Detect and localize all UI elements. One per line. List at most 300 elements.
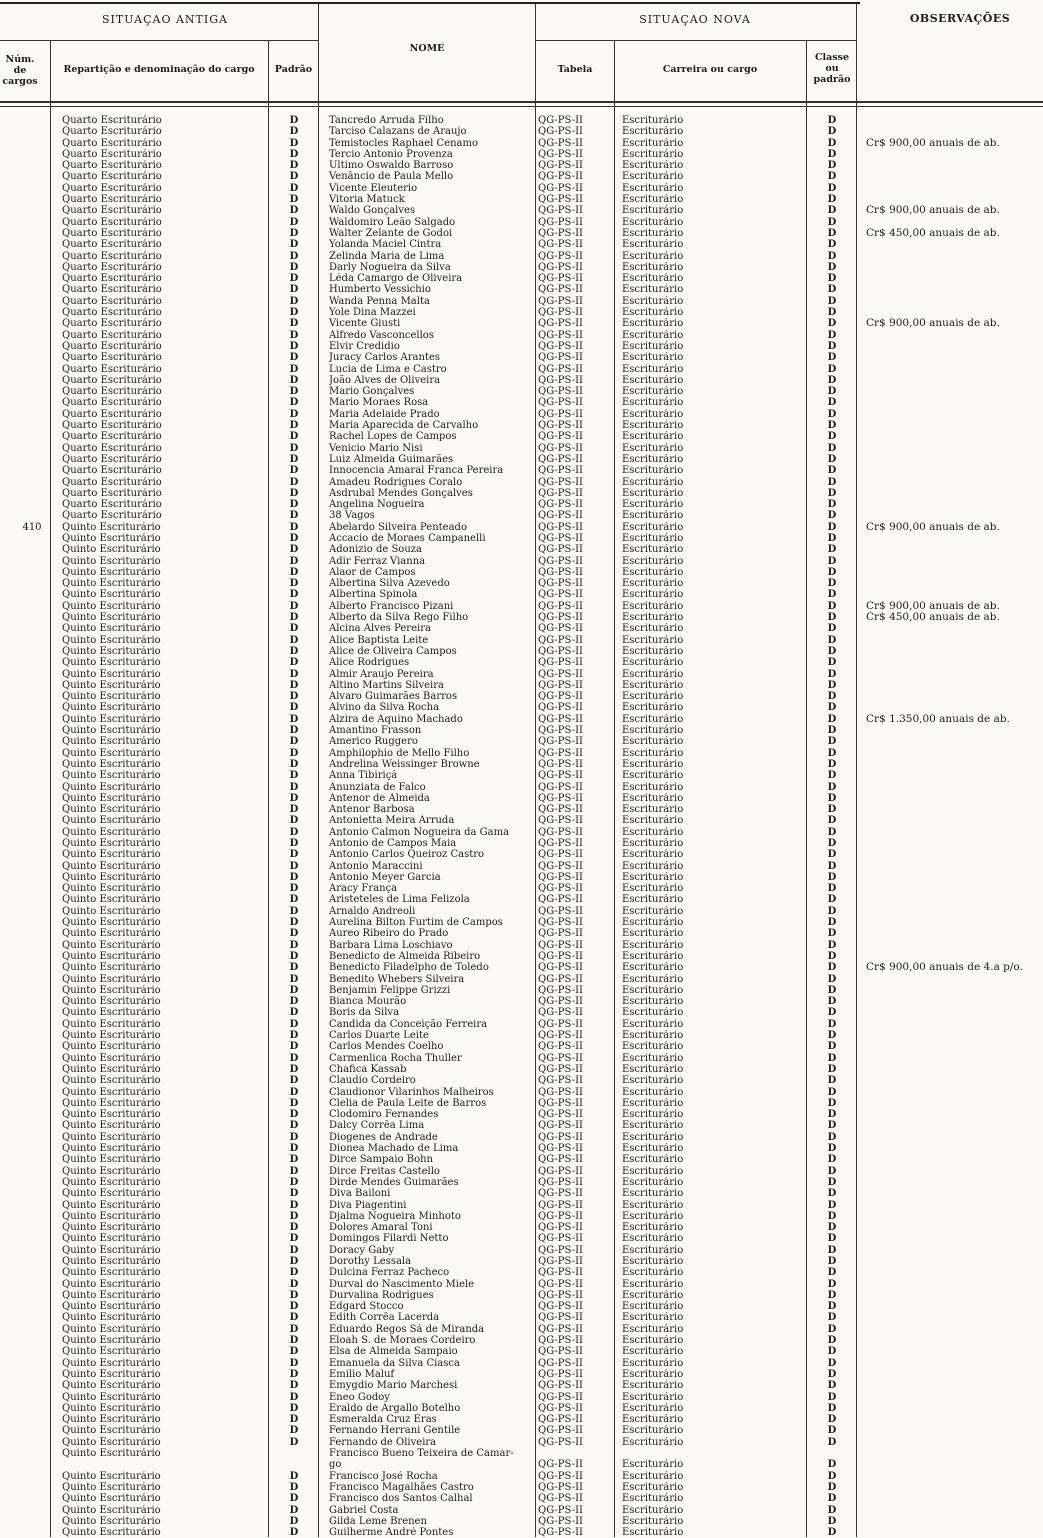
padrao-cell: D [289, 634, 299, 646]
cargo-cell: Quinto Escriturário [62, 1527, 161, 1538]
table-row [0, 1120, 1043, 1131]
tabela-cell: QG-PS-II [538, 273, 583, 285]
padrao-cell: D [289, 1312, 299, 1324]
table-row [0, 454, 1043, 465]
padrao-cell: D [289, 1470, 299, 1482]
nome-cell: Aureo Ribeiro do Prado [329, 928, 449, 940]
cargo-cell: Quinto Escriturário [62, 544, 161, 556]
nome-cell: Darly Nogueira da Silva [329, 261, 451, 273]
nome-cell: Bianca Mourão [329, 996, 407, 1008]
nome-cell: Dionea Machado de Lima [329, 1143, 459, 1155]
classe-cell: D [827, 126, 837, 138]
classe-cell: D [827, 939, 837, 951]
cargo-cell: Quinto Escriturário [62, 747, 161, 759]
cargo-cell: Quinto Escriturário [62, 939, 161, 951]
classe-cell: D [827, 318, 837, 330]
table-row [0, 872, 1043, 883]
table-row [0, 1041, 1043, 1052]
table-row [0, 962, 1043, 973]
nome-cell: Waldo Gonçalves [329, 205, 416, 217]
tabela-cell: QG-PS-II [538, 917, 583, 929]
tabela-cell: QG-PS-II [538, 792, 583, 804]
table-row [0, 974, 1043, 985]
cargo-cell: Quinto Escriturário [62, 1131, 161, 1143]
carreira-cell: Escriturário [622, 1267, 684, 1279]
cargo-cell: Quarto Escriturário [62, 126, 162, 138]
nome-cell: Carlos Duarte Leite [329, 1030, 429, 1042]
padrao-cell: D [289, 442, 299, 454]
classe-cell: D [827, 1425, 837, 1437]
classe-cell: D [827, 1527, 837, 1538]
tabela-cell: QG-PS-II [538, 566, 583, 578]
padrao-cell: D [289, 566, 299, 578]
carreira-cell: Escriturário [622, 736, 684, 748]
cargo-cell: Quarto Escriturário [62, 453, 162, 465]
table-row [0, 849, 1043, 860]
cargo-cell: Quinto Escriturário [62, 849, 161, 861]
classe-cell: D [827, 804, 837, 816]
nome-cell: Antenor Barbosa [329, 804, 415, 816]
carreira-cell: Escriturário [622, 1097, 684, 1109]
padrao-cell: D [289, 431, 299, 443]
classe-cell: D [827, 1481, 837, 1493]
tabela-cell: QG-PS-II [538, 645, 583, 657]
classe-cell: D [827, 1346, 837, 1358]
classe-cell: D [827, 578, 837, 590]
nome-cell: Candida da Conceição Ferreira [329, 1018, 488, 1030]
classe-cell: D [827, 1188, 837, 1200]
padrao-cell: D [289, 623, 299, 635]
table-row [0, 115, 1043, 126]
tabela-cell: QG-PS-II [538, 239, 583, 251]
nome-cell: Angelina Nogueira [329, 499, 425, 511]
tabela-cell: QG-PS-II [538, 216, 583, 228]
nome-cell: Diva Piagentini [329, 1199, 407, 1211]
classe-cell: D [827, 273, 837, 285]
tabela-cell: QG-PS-II [538, 1210, 583, 1222]
padrao-cell: D [289, 1335, 299, 1347]
tabela-cell: QG-PS-II [538, 307, 583, 319]
table-row [0, 1335, 1043, 1346]
tabela-cell: QG-PS-II [538, 657, 583, 669]
tabela-cell: QG-PS-II [538, 374, 583, 386]
table-row [0, 827, 1043, 838]
carreira-cell: Escriturário [622, 499, 684, 511]
classe-cell: D [827, 973, 837, 985]
cargo-cell: Quinto Escriturário [62, 1199, 161, 1211]
classe-cell: D [827, 1109, 837, 1121]
header-situacao-nova: SITUAÇAO NOVA [639, 13, 751, 26]
padrao-cell: D [289, 691, 299, 703]
table-row [0, 815, 1043, 826]
table-row [0, 917, 1043, 928]
cargo-cell: Quarto Escriturário [62, 318, 162, 330]
table-row [0, 657, 1043, 668]
padrao-cell: D [289, 838, 299, 849]
nome-cell: Luiz Almeida Guimarães [329, 453, 454, 465]
classe-cell: D [827, 408, 837, 420]
tabela-cell: QG-PS-II [538, 1527, 583, 1538]
classe-cell: D [827, 838, 837, 849]
table-row [0, 171, 1043, 182]
table-row [0, 883, 1043, 894]
padrao-cell: D [289, 702, 299, 714]
tabela-cell: QG-PS-II [538, 962, 583, 974]
carreira-cell: Escriturário [622, 657, 684, 669]
carreira-cell: Escriturário [622, 815, 684, 827]
cargo-cell: Quarto Escriturário [62, 216, 162, 228]
table-row [0, 499, 1043, 510]
nome-cell: Temistocles Raphael Cenamo [329, 137, 478, 149]
table-row [0, 251, 1043, 262]
table-row [0, 217, 1043, 228]
classe-cell: D [827, 645, 837, 657]
tabela-cell: QG-PS-II [538, 1470, 583, 1482]
classe-cell: D [827, 227, 837, 239]
nome-cell: Tancredo Arruda Filho [329, 115, 444, 126]
nome-cell: Vicente Eleuterio [329, 182, 418, 194]
tabela-cell: QG-PS-II [538, 1267, 583, 1279]
cargo-cell: Quinto Escriturário [62, 623, 161, 635]
table-row [0, 589, 1043, 600]
nome-cell: Juracy Carlos Arantes [329, 352, 441, 364]
nome-cell: Gabriel Costa [329, 1504, 399, 1516]
classe-cell: D [827, 182, 837, 194]
tabela-cell: QG-PS-II [538, 1402, 583, 1414]
classe-cell: D [827, 770, 837, 782]
nome-cell: 38 Vagos [329, 510, 375, 522]
carreira-cell: Escriturário [622, 408, 684, 420]
cargo-cell: Quinto Escriturário [62, 1143, 161, 1155]
padrao-cell: D [289, 1414, 299, 1426]
table-row [0, 488, 1043, 499]
cargo-cell: Quinto Escriturário [62, 1165, 161, 1177]
table-row [0, 1143, 1043, 1154]
tabela-cell: QG-PS-II [538, 1425, 583, 1437]
table-row [0, 1448, 1043, 1459]
classe-cell: D [827, 747, 837, 759]
carreira-cell: Escriturário [622, 984, 684, 996]
cargo-cell: Quarto Escriturário [62, 465, 162, 477]
tabela-cell: QG-PS-II [538, 1278, 583, 1290]
table-row [0, 1087, 1043, 1098]
classe-cell: D [827, 917, 837, 929]
cargo-cell: Quarto Escriturário [62, 386, 162, 398]
cargo-cell: Quinto Escriturário [62, 736, 161, 748]
nome-cell: Maria Aparecida de Carvalho [329, 420, 479, 432]
nome-cell: Albertina Silva Azevedo [329, 578, 450, 590]
carreira-cell: Escriturário [622, 1481, 684, 1493]
classe-cell: D [827, 1380, 837, 1392]
table-row [0, 996, 1043, 1007]
nome-cell: Alberto da Silva Rego Filho [329, 612, 469, 624]
carreira-cell: Escriturário [622, 758, 684, 770]
tabela-cell: QG-PS-II [538, 250, 583, 262]
classe-cell: D [827, 1267, 837, 1279]
table-row [0, 352, 1043, 363]
table-row [0, 759, 1043, 770]
table-row [0, 1312, 1043, 1323]
carreira-cell: Escriturário [622, 917, 684, 929]
tabela-cell: QG-PS-II [538, 1199, 583, 1211]
carreira-cell: Escriturário [622, 826, 684, 838]
cargo-cell: Quarto Escriturário [62, 284, 162, 296]
tabela-cell: QG-PS-II [538, 442, 583, 454]
carreira-cell: Escriturário [622, 307, 684, 319]
cargo-cell: Quinto Escriturário [62, 905, 161, 917]
tabela-cell: QG-PS-II [538, 1143, 583, 1155]
classe-cell: D [827, 679, 837, 691]
table-row [0, 906, 1043, 917]
padrao-cell: D [289, 815, 299, 827]
header-nome: NOME [409, 43, 445, 54]
tabela-cell: QG-PS-II [538, 1018, 583, 1030]
cargo-cell: Quinto Escriturário [62, 1018, 161, 1030]
padrao-cell: D [289, 1391, 299, 1403]
padrao-cell: D [289, 950, 299, 962]
padrao-cell: D [289, 1527, 299, 1538]
tabela-cell: QG-PS-II [538, 194, 583, 206]
nome-cell: Dulcina Ferraz Pacheco [329, 1267, 450, 1279]
padrao-cell: D [289, 871, 299, 883]
tabela-cell: QG-PS-II [538, 363, 583, 375]
tabela-cell: QG-PS-II [538, 1380, 583, 1392]
carreira-cell: Escriturário [622, 950, 684, 962]
carreira-cell: Escriturário [622, 1493, 684, 1505]
classe-cell: D [827, 555, 837, 567]
padrao-cell: D [289, 1131, 299, 1143]
tabela-cell: QG-PS-II [538, 1109, 583, 1121]
tabela-cell: QG-PS-II [538, 815, 583, 827]
nome-cell: Francisco dos Santos Calhal [329, 1493, 473, 1505]
classe-cell: D [827, 1357, 837, 1369]
cargo-cell: Quinto Escriturário [62, 1210, 161, 1222]
carreira-cell: Escriturário [622, 465, 684, 477]
tabela-cell: QG-PS-II [538, 871, 583, 883]
classe-cell: D [827, 544, 837, 556]
carreira-cell: Escriturário [622, 702, 684, 714]
padrao-cell: D [289, 612, 299, 624]
table-row [0, 635, 1043, 646]
cargo-cell: Quinto Escriturário [62, 1504, 161, 1516]
carreira-cell: Escriturário [622, 691, 684, 703]
cargo-cell: Quinto Escriturário [62, 668, 161, 680]
carreira-cell: Escriturário [622, 1041, 684, 1053]
carreira-cell: Escriturário [622, 182, 684, 194]
cargo-cell: Quinto Escriturário [62, 781, 161, 793]
nome-cell: Accacio de Moraes Campanelli [329, 532, 486, 544]
padrao-cell: D [289, 1075, 299, 1087]
table-row [0, 1267, 1043, 1278]
observacao-cell: Cr$ 450,00 anuais de ab. [866, 227, 1000, 239]
cargo-cell: Quinto Escriturário [62, 826, 161, 838]
tabela-cell: QG-PS-II [538, 420, 583, 432]
cargo-cell: Quinto Escriturário [62, 1323, 161, 1335]
classe-cell: D [827, 702, 837, 714]
carreira-cell: Escriturário [622, 1425, 684, 1437]
padrao-cell: D [289, 883, 299, 895]
table-row [0, 205, 1043, 216]
observacao-cell: Cr$ 900,00 anuais de 4.a p/o. [866, 962, 1023, 974]
classe-cell: D [827, 1515, 837, 1527]
carreira-cell: Escriturário [622, 1030, 684, 1042]
tabela-cell: QG-PS-II [538, 702, 583, 714]
padrao-cell: D [289, 137, 299, 149]
header-rule [535, 40, 856, 41]
cargo-cell: Quarto Escriturário [62, 363, 162, 375]
classe-cell: D [827, 713, 837, 725]
nome-cell: Emygdio Mario Marchesi [329, 1380, 458, 1392]
cargo-cell: Quarto Escriturário [62, 239, 162, 251]
table-row [0, 1064, 1043, 1075]
padrao-cell: D [289, 239, 299, 251]
tabela-cell: QG-PS-II [538, 1255, 583, 1267]
tabela-cell: QG-PS-II [538, 713, 583, 725]
cargo-cell: Quarto Escriturário [62, 227, 162, 239]
carreira-cell: Escriturário [622, 770, 684, 782]
padrao-cell: D [289, 1086, 299, 1098]
classe-cell: D [827, 1007, 837, 1019]
table-row [0, 1505, 1043, 1516]
cargo-cell: Quarto Escriturário [62, 374, 162, 386]
classe-cell: D [827, 307, 837, 319]
classe-cell: D [827, 284, 837, 296]
padrao-cell: D [289, 1222, 299, 1234]
tabela-cell: QG-PS-II [538, 465, 583, 477]
tabela-cell: QG-PS-II [538, 1436, 583, 1448]
carreira-cell: Escriturário [622, 1459, 684, 1471]
carreira-cell: Escriturário [622, 374, 684, 386]
carreira-cell: Escriturário [622, 1165, 684, 1177]
carreira-cell: Escriturário [622, 250, 684, 262]
table-row [0, 691, 1043, 702]
cargo-cell: Quinto Escriturário [62, 860, 161, 872]
table-row [0, 397, 1043, 408]
carreira-cell: Escriturário [622, 1335, 684, 1347]
cargo-cell: Quinto Escriturário [62, 600, 161, 612]
padrao-cell: D [289, 216, 299, 228]
padrao-cell: D [289, 476, 299, 488]
tabela-cell: QG-PS-II [538, 284, 583, 296]
nome-cell: Fernando de Oliveira [329, 1436, 437, 1448]
cargo-cell: Quinto Escriturário [62, 1222, 161, 1234]
tabela-cell: QG-PS-II [538, 725, 583, 737]
padrao-cell: D [289, 657, 299, 669]
classe-cell: D [827, 216, 837, 228]
nome-cell: Asdrubal Mendes Gonçalves [329, 487, 473, 499]
cargo-cell: Quinto Escriturário [62, 679, 161, 691]
cargo-cell: Quinto Escriturário [62, 532, 161, 544]
cargo-cell: Quarto Escriturário [62, 160, 162, 172]
classe-cell: D [827, 1063, 837, 1075]
padrao-cell: D [289, 1097, 299, 1109]
padrao-cell: D [289, 273, 299, 285]
cargo-cell: Quinto Escriturário [62, 1402, 161, 1414]
table-row [0, 804, 1043, 815]
nome-cell: Antenor de Almeida [329, 792, 430, 804]
classe-cell: D [827, 1030, 837, 1042]
carreira-cell: Escriturário [622, 612, 684, 624]
nome-cell: Clodomiro Fernandes [329, 1109, 439, 1121]
carreira-cell: Escriturário [622, 397, 684, 409]
cargo-cell: Quinto Escriturário [62, 996, 161, 1008]
nome-cell: Andrelina Weissinger Browne [329, 758, 480, 770]
table-row [0, 544, 1043, 555]
carreira-cell: Escriturário [622, 261, 684, 273]
nome-cell: Americo Ruggero [329, 736, 418, 748]
cargo-cell: Quinto Escriturário [62, 702, 161, 714]
carreira-cell: Escriturário [622, 363, 684, 375]
padrao-cell: D [289, 453, 299, 465]
classe-cell: D [827, 815, 837, 827]
cargo-cell: Quarto Escriturário [62, 340, 162, 352]
table-row [0, 748, 1043, 759]
classe-cell: D [827, 1086, 837, 1098]
cargo-cell: Quinto Escriturário [62, 1154, 161, 1166]
carreira-cell: Escriturário [622, 713, 684, 725]
tabela-cell: QG-PS-II [538, 453, 583, 465]
carreira-cell: Escriturário [622, 1143, 684, 1155]
nome-cell: Dalcy Corrêa Lima [329, 1120, 425, 1132]
classe-cell: D [827, 984, 837, 996]
classe-cell: D [827, 1459, 837, 1471]
cargo-cell: Quinto Escriturário [62, 928, 161, 940]
padrao-cell: D [289, 544, 299, 556]
carreira-cell: Escriturário [622, 329, 684, 341]
cargo-cell: Quarto Escriturário [62, 273, 162, 285]
nome-cell: Almir Araujo Pereira [329, 668, 434, 680]
carreira-cell: Escriturário [622, 1086, 684, 1098]
table-row [0, 341, 1043, 352]
cargo-cell: Quinto Escriturário [62, 1346, 161, 1358]
nome-cell: Mario Moraes Rosa [329, 397, 429, 409]
carreira-cell: Escriturário [622, 589, 684, 601]
carreira-cell: Escriturário [622, 781, 684, 793]
nome-cell: Alvaro Guimarães Barros [329, 691, 458, 703]
classe-cell: D [827, 295, 837, 307]
nome-cell: Antonietta Meira Arruda [329, 815, 455, 827]
nome-cell: Amphilophio de Mello Filho [329, 747, 470, 759]
tabela-cell: QG-PS-II [538, 1515, 583, 1527]
carreira-cell: Escriturário [622, 1222, 684, 1234]
nome-cell: Vitoria Matuck [329, 194, 405, 206]
nome-cell: Amantino Frasson [329, 725, 422, 737]
tabela-cell: QG-PS-II [538, 1097, 583, 1109]
carreira-cell: Escriturário [622, 431, 684, 443]
carreira-cell: Escriturário [622, 1052, 684, 1064]
classe-cell: D [827, 1289, 837, 1301]
classe-cell: D [827, 1097, 837, 1109]
tabela-cell: QG-PS-II [538, 329, 583, 341]
header-reparticao: Repartição e denominação do cargo [63, 64, 255, 75]
cargo-cell: Quarto Escriturário [62, 329, 162, 341]
carreira-cell: Escriturário [622, 849, 684, 861]
classe-cell: D [827, 250, 837, 262]
nome-cell: Edgard Stocco [329, 1301, 404, 1313]
nome-cell: Aristeteles de Lima Felizola [329, 894, 470, 906]
nome-cell: Guilherme André Pontes [329, 1527, 454, 1538]
tabela-cell: QG-PS-II [538, 386, 583, 398]
cargo-cell: Quinto Escriturário [62, 1075, 161, 1087]
nome-cell: Adir Ferraz Vianna [329, 555, 426, 567]
nome-cell: Humberto Vessichio [329, 284, 431, 296]
nome-cell: Fernando Herrani Gentile [329, 1425, 461, 1437]
cargo-cell: Quinto Escriturário [62, 1380, 161, 1392]
classe-cell: D [827, 600, 837, 612]
tabela-cell: QG-PS-II [538, 261, 583, 273]
padrao-cell: D [289, 499, 299, 511]
cargo-cell: Quinto Escriturário [62, 1391, 161, 1403]
